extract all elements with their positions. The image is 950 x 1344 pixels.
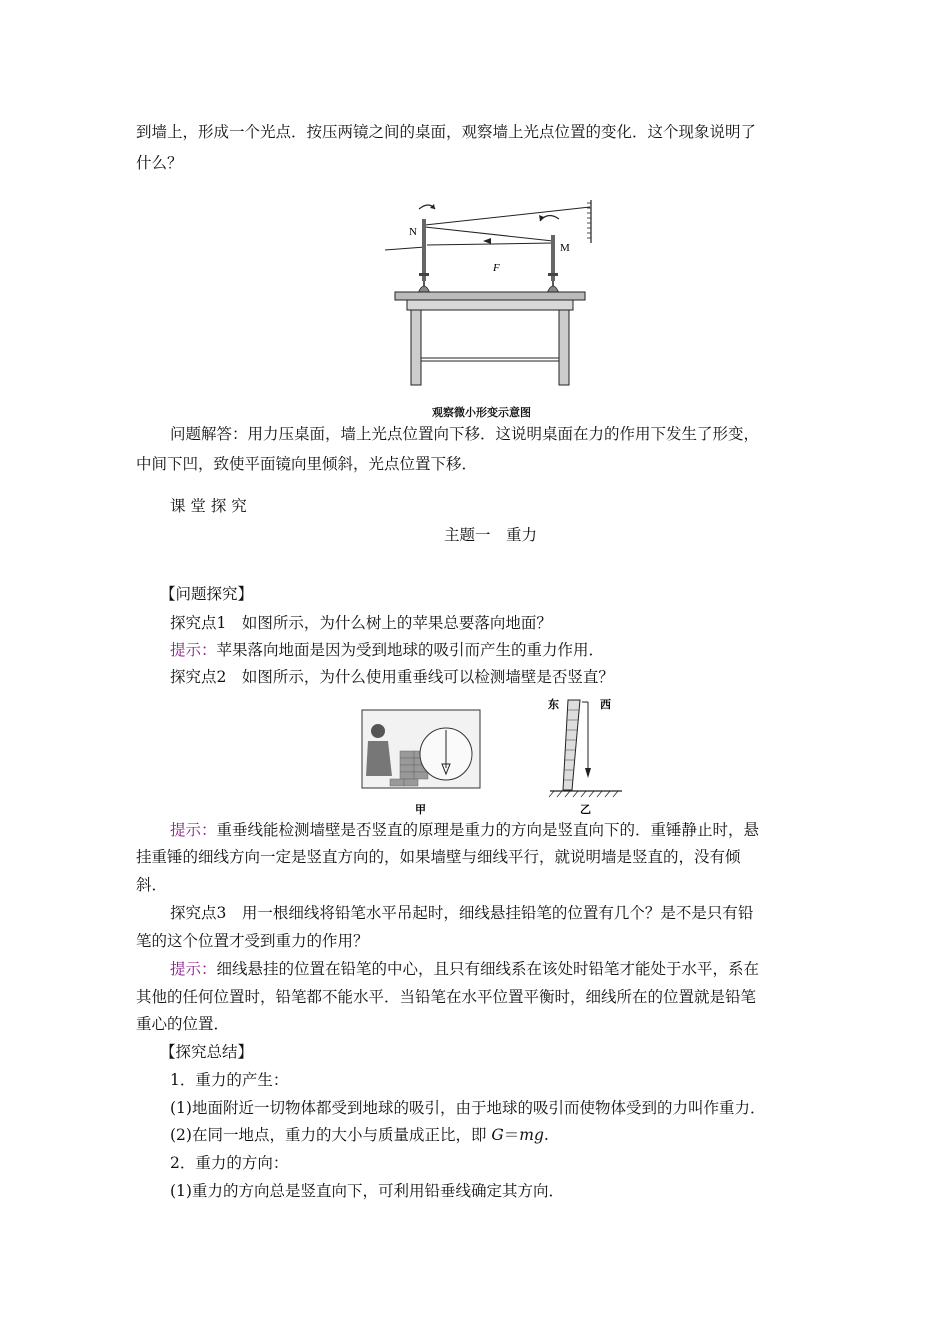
formula-mg: mg [519, 1126, 544, 1144]
ray-arrowhead [483, 238, 491, 244]
summary-s1: 1．重力的产生： [170, 1071, 289, 1089]
label-jia: 甲 [415, 803, 426, 816]
inquiry-h3-line-3: 重心的位置． [136, 1015, 230, 1033]
summary-s2: 2．重力的方向： [170, 1154, 289, 1172]
mirror-n [422, 219, 426, 281]
formula-g: G [491, 1126, 504, 1144]
inquiry-h2-line-1: 提示：重垂线能检测墙壁是否竖直的原理是重力的方向是竖直向下的．重锤静止时，悬 [170, 821, 760, 839]
hint-label: 提示： [170, 960, 217, 978]
rotate-arrow-m [540, 215, 559, 221]
ground-hatch [549, 791, 618, 797]
label-east: 东 [548, 698, 559, 711]
table-apron [407, 300, 573, 310]
inquiry-q2: 探究点2 如图所示，为什么使用重垂线可以检测墙壁是否竖直？ [170, 668, 614, 686]
label-west: 西 [600, 698, 611, 711]
inquiry-h3-line-2: 其他的任何位置时，铅笔都不能水平．当铅笔在水平位置平衡时，细线所在的位置就是铅笔 [136, 988, 757, 1006]
answer-line-2: 中间下凹，致使平面镜向里倾斜，光点位置下移． [136, 455, 478, 473]
inquiry-h2-line-2: 挂重锤的细线方向一定是竖直方向的，如果墙壁与细线平行，就说明墙是竖直的，没有倾 [136, 848, 741, 866]
hint-label: 提示： [170, 821, 217, 839]
summary-s1a: (1)地面附近一切物体都受到地球的吸引，由于地球的吸引而使物体受到的力叫作重力． [170, 1099, 766, 1117]
answer-line-1: 问题解答：用力压桌面，墙上光点位置向下移．这说明桌面在力的作用下发生了形变， [170, 425, 760, 443]
inquiry-h3-line-1: 提示：细线悬挂的位置在铅笔的中心，且只有细线系在该处时铅笔才能处于水平，系在 [170, 960, 760, 978]
incident-ray [385, 247, 425, 250]
summary-s2a: (1)重力的方向总是竖直向下，可利用铅垂线确定其方向． [170, 1182, 564, 1200]
label-f: F [493, 262, 500, 274]
figure1-caption: 观察微小形变示意图 [432, 406, 531, 419]
micro-deformation-figure [385, 195, 600, 390]
inquiry-h1: 提示：苹果落向地面是因为受到地球的吸引而产生的重力作用． [170, 641, 605, 659]
table-leg-right [559, 310, 569, 385]
label-m: M [560, 242, 570, 254]
table-top [395, 292, 585, 300]
inquiry-q1: 探究点1 如图所示，为什么树上的苹果总要落向地面？ [170, 614, 552, 632]
plumb-weight [585, 768, 591, 778]
worker-head [371, 724, 385, 738]
inquiry-heading: 【问题探究】 [160, 585, 254, 603]
worker-body [366, 741, 392, 776]
inquiry-q3-line-2: 笔的这个位置才受到重力的作用？ [136, 932, 369, 950]
label-n: N [409, 226, 417, 238]
table-leg-left [411, 310, 421, 385]
section-title: 主题一 重力 [444, 526, 538, 544]
hint-label: 提示： [170, 641, 217, 659]
inquiry-q3-line-1: 探究点3 用一根细线将铅笔水平吊起时，细线悬挂铅笔的位置有几个？是不是只有铅 [170, 904, 754, 922]
label-yi: 乙 [580, 803, 591, 816]
summary-heading: 【探究总结】 [160, 1043, 254, 1061]
leaning-wall [563, 700, 580, 790]
reflected-ray-to-wall [425, 207, 590, 225]
intro-line-2: 什么？ [136, 154, 183, 172]
section-label: 课 堂 探 究 [170, 497, 247, 515]
summary-s1b: (2)在同一地点，重力的大小与质量成正比，即 G＝mg. [170, 1126, 549, 1144]
plumb-line-figure [360, 696, 630, 816]
intro-line-1: 到墙上，形成一个光点．按压两镜之间的桌面，观察墙上光点位置的变化．这个现象说明了 [136, 123, 757, 141]
inquiry-h2-line-3: 斜． [136, 876, 168, 894]
